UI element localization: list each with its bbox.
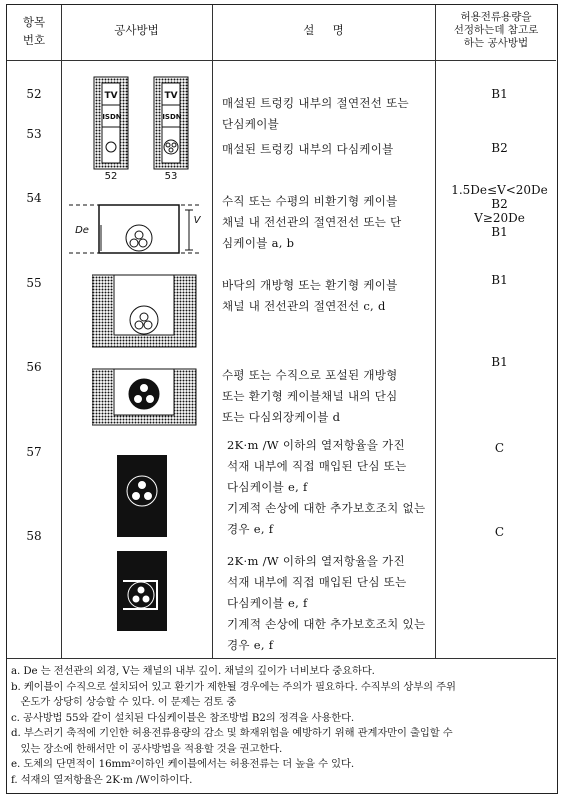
open-channel-cable-diagram	[92, 367, 197, 427]
header-reference-line: 하는 공사방법	[463, 37, 529, 49]
row-reference: B1	[491, 355, 508, 369]
row-description	[222, 365, 437, 428]
description-line: 다심케이블 e, f	[227, 480, 308, 494]
row-number: 52	[26, 87, 42, 101]
header-number-line: 번호	[22, 33, 46, 47]
header-number-line: 항목	[22, 15, 46, 29]
footnotes	[11, 664, 555, 788]
description-line: 다심케이블 e, f	[227, 596, 308, 610]
row-description	[222, 139, 437, 160]
description-line: 채널 내 전선관의 절연전선 c, d	[222, 299, 386, 313]
row-number: 57	[26, 445, 42, 459]
reference-line: B1	[491, 225, 508, 239]
row-reference: B1	[491, 273, 508, 287]
description-line: 기계적 손상에 대한 추가보호조치 없는	[227, 501, 426, 515]
header-reference-line: 선정하는데 참고로	[453, 24, 539, 36]
tv-label: TV	[164, 91, 178, 101]
footnote-line: c. 공사방법 55와 같이 설치된 다심케이블은 참조방법 B2의 정격을 사용한다.	[11, 711, 355, 724]
figure-52-label: 52	[104, 171, 118, 182]
column-divider	[212, 5, 213, 658]
header-number	[7, 13, 61, 49]
description-line: 석재 내부에 직접 매입된 단심 또는	[227, 459, 407, 473]
footnote-line: f. 석재의 열저항율은 2K·m /W이하이다.	[11, 773, 193, 786]
row-reference: B1	[491, 87, 508, 101]
header-divider	[7, 60, 556, 61]
description-line: 석재 내부에 직접 매입된 단심 또는	[227, 575, 407, 589]
tv-label: TV	[104, 91, 118, 101]
column-divider	[61, 5, 62, 658]
description-line: 경우 e, f	[227, 638, 274, 652]
footnote-line: e. 도체의 단면적이 16mm²이하인 케이블에서는 허용전류는 더 높을 수 있다.	[11, 758, 355, 770]
row-number: 56	[26, 360, 42, 374]
row-reference: C	[494, 525, 505, 539]
header-reference-line: 허용전류용량을	[460, 11, 532, 23]
cable-icon	[106, 142, 116, 152]
row-reference: C	[494, 441, 505, 455]
cable-installation-table	[6, 4, 558, 794]
description-line: 매설된 트렁킹 내부의 절연전선 또는	[222, 96, 409, 110]
row-description	[222, 93, 437, 135]
footnote-line: b. 케이블이 수직으로 설치되어 있고 환기가 제한될 경우에는 주의가 필요하다. 수직부의 상부의 주위	[11, 680, 456, 693]
isdn-label: ISDN	[102, 113, 122, 121]
figure-53-label: 53	[164, 171, 178, 182]
row-reference	[442, 183, 557, 239]
row-number: 55	[26, 276, 42, 290]
row-number: 53	[26, 127, 42, 141]
reference-line: 1.5De≤V<20De	[451, 183, 548, 197]
row-number: 58	[26, 529, 42, 543]
description-line: 수직 또는 수평의 비환기형 케이블	[222, 194, 398, 208]
isdn-label: ISDN	[162, 113, 182, 121]
description-line: 기계적 손상에 대한 추가보호조치 있는	[227, 617, 426, 631]
masonry-direct-diagram	[117, 455, 167, 537]
row-description	[222, 191, 437, 254]
row-reference: B2	[491, 141, 508, 155]
v-label: V	[193, 215, 201, 226]
description-line: 단심케이블	[222, 117, 280, 131]
header-description: 설 명	[303, 23, 344, 37]
description-line: 경우 e, f	[227, 522, 274, 536]
description-line: 또는 환기형 케이블채널 내의 단심	[222, 389, 398, 403]
footnote-line: a. De 는 전선관의 외경, V는 채널의 내부 깊이. 채널의 깊이가 너비보다 중요하다.	[11, 665, 375, 677]
description-line: 심케이블 a, b	[222, 236, 295, 250]
description-line: 바닥의 개방형 또는 환기형 케이블	[222, 278, 398, 292]
open-channel-conduit-diagram	[92, 273, 197, 348]
de-label: De	[75, 225, 89, 236]
row-description	[222, 275, 437, 317]
reference-line: B2	[491, 197, 508, 211]
description-line: 2K·m /W 이하의 열저항율을 가진	[227, 438, 405, 452]
description-line: 매설된 트렁킹 내부의 다심케이블	[222, 142, 394, 156]
description-line: 수평 또는 수직으로 포설된 개방형	[222, 368, 398, 382]
row-number: 54	[26, 191, 42, 205]
header-method: 공사방법	[114, 23, 159, 37]
footnote-line: 온도가 상당히 상승할 수 있다. 이 문제는 검토 중	[11, 696, 237, 708]
description-line: 또는 다심외장케이블 d	[222, 410, 341, 424]
footnote-divider	[7, 658, 556, 659]
row-description	[227, 551, 442, 656]
footnote-line: 있는 장소에 한해서만 이 공사방법을 적용할 것을 권고한다.	[11, 742, 283, 755]
reference-line: V≥20De	[474, 211, 525, 225]
masonry-protected-diagram	[117, 551, 167, 631]
header-reference	[435, 11, 557, 50]
description-line: 채널 내 전선관의 절연전선 또는 단	[222, 215, 402, 229]
description-line: 2K·m /W 이하의 열저항율을 가진	[227, 554, 405, 568]
footnote-line: d. 부스러기 축적에 기인한 허용전류용량의 감소 및 화재위험을 예방하기 위해 관계자만이 출입할 수	[11, 727, 453, 739]
row-description	[227, 435, 442, 540]
